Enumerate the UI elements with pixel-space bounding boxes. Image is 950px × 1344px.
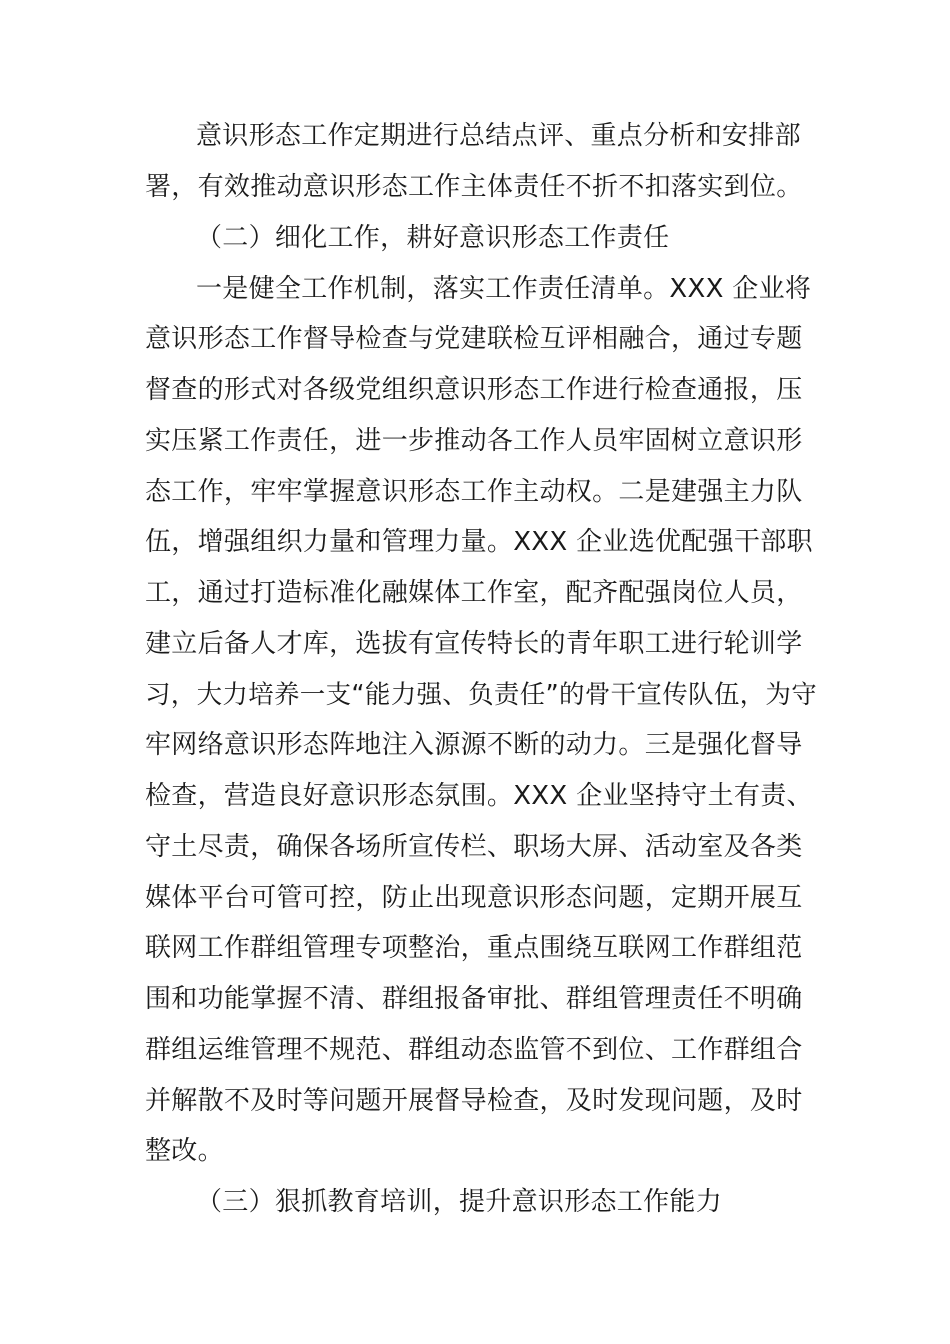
paragraph-line: 实压紧工作责任，进一步推动各工作人员牢固树立意识形 bbox=[145, 426, 803, 456]
paragraph-line: 习，大力培养一支“能力强、负责任”的骨干宣传队伍，为守 bbox=[145, 680, 818, 710]
paragraph-line: 伍，增强组织力量和管理力量。XXX 企业选优配强干部职 bbox=[145, 527, 813, 557]
paragraph-line: 态工作，牢牢掌握意识形态工作主动权。二是建强主力队 bbox=[145, 477, 803, 507]
paragraph-line: 并解散不及时等问题开展督导检查，及时发现问题，及时 bbox=[145, 1086, 803, 1116]
paragraph-line: 署，有效推动意识形态工作主体责任不折不扣落实到位。 bbox=[145, 172, 803, 202]
paragraph-line: 一是健全工作机制，落实工作责任清单。XXX 企业将 bbox=[196, 274, 812, 304]
paragraph-line: 守土尽责，确保各场所宣传栏、职场大屏、活动室及各类 bbox=[145, 832, 803, 862]
paragraph-line: 整改。 bbox=[145, 1136, 224, 1166]
paragraph-line: 意识形态工作督导检查与党建联检互评相融合，通过专题 bbox=[145, 324, 803, 354]
paragraph-line: 意识形态工作定期进行总结点评、重点分析和安排部 bbox=[196, 121, 801, 151]
paragraph-line: 检查，营造良好意识形态氛围。XXX 企业坚持守土有责、 bbox=[145, 781, 813, 811]
paragraph-line: 牢网络意识形态阵地注入源源不断的动力。三是强化督导 bbox=[145, 730, 803, 760]
paragraph-line: 群组运维管理不规范、群组动态监管不到位、工作群组合 bbox=[145, 1035, 803, 1065]
paragraph-line: 建立后备人才库，选拔有宣传特长的青年职工进行轮训学 bbox=[145, 629, 803, 659]
paragraph-line: 工，通过打造标准化融媒体工作室，配齐配强岗位人员， bbox=[145, 578, 803, 608]
paragraph-line: 督查的形式对各级党组织意识形态工作进行检查通报，压 bbox=[145, 375, 803, 405]
paragraph-line: 媒体平台可管可控，防止出现意识形态问题，定期开展互 bbox=[145, 883, 803, 913]
section-heading: （三）狠抓教育培训，提升意识形态工作能力 bbox=[196, 1187, 723, 1217]
paragraph-line: 围和功能掌握不清、群组报备审批、群组管理责任不明确 bbox=[145, 984, 803, 1014]
paragraph-line: 联网工作群组管理专项整治，重点围绕互联网工作群组范 bbox=[145, 933, 803, 963]
section-heading: （二）细化工作，耕好意识形态工作责任 bbox=[196, 223, 670, 253]
